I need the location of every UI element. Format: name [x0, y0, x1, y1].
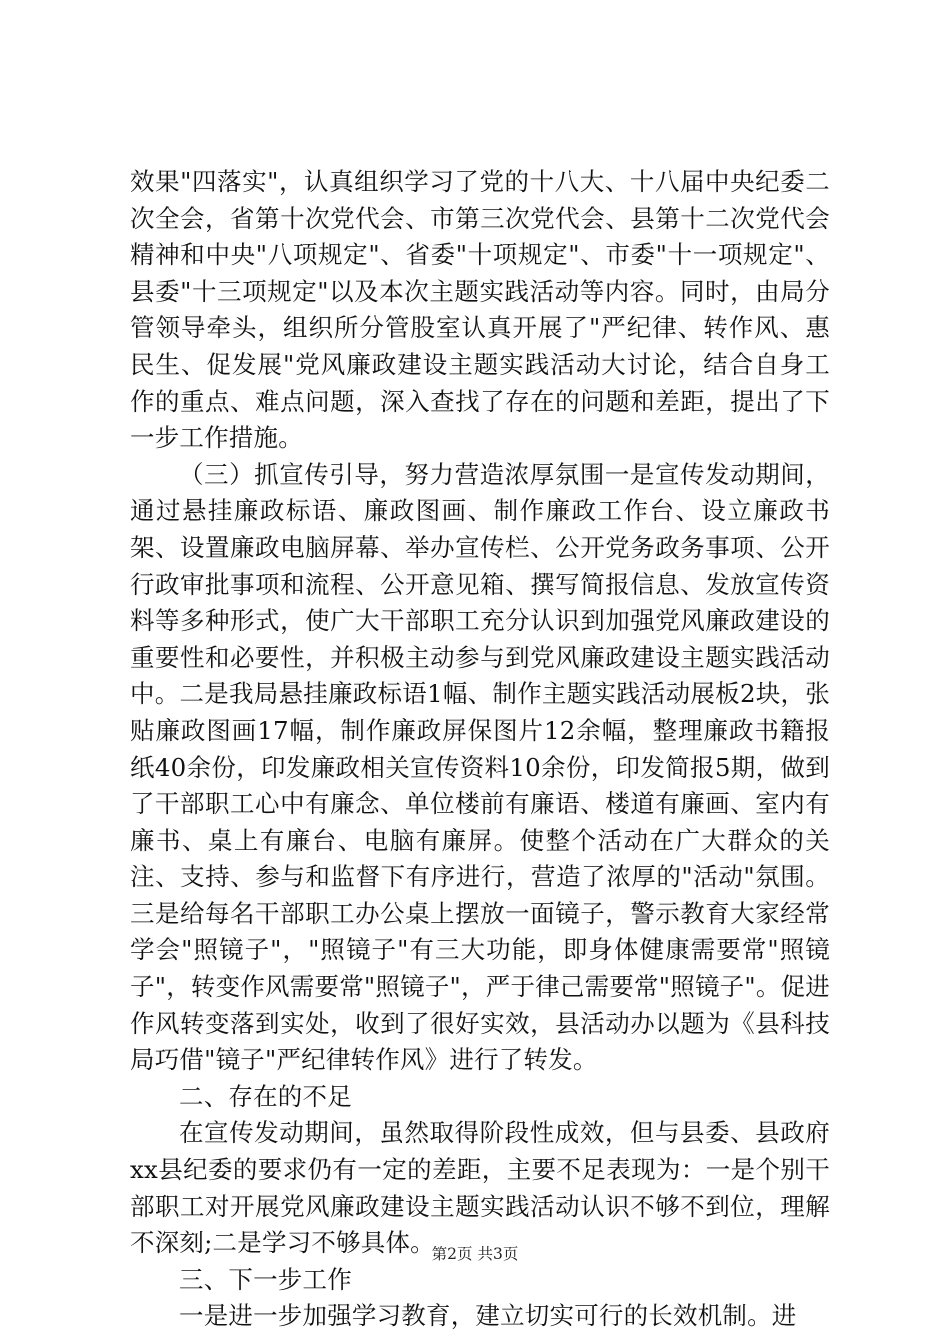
section-heading-next-steps: 三、下一步工作: [179, 1264, 352, 1294]
paragraph-continuation: 效果"四落实"，认真组织学习了党的十八大、十八届中央纪委二次全会，省第十次党代会、市第三次党代会、县第十二次党代会精神和中央"八项规定"、省委"十项规定"、市委"十一项规定"、县委"十三项规定"以及本次主题实践活动等内容。同时，由局分管领导牵头，组织所分管股室认真开展了"严纪律、转作风、惠民生、促发展"党风廉政建设主题实践活动大讨论，结合自身工作的重点、难点问题，深入查找了存在的问题和差距，提出了下一步工作措施。: [130, 167, 830, 453]
paragraph-publicity-guidance: （三）抓宣传引导，努力营造浓厚氛围一是宣传发动期间，通过悬挂廉政标语、廉政图画、制作廉政工作台、设立廉政书架、设置廉政电脑屏幕、举办宣传栏、公开党务政务事项、公开行政审批事项和流程、公开意见箱、撰写简报信息、发放宣传资料等多种形式，使广大干部职工充分认识到加强党风廉政建设的重要性和必要性，并积极主动参与到党风廉政建设主题实践活动中。二是我局悬挂廉政标语1幅、制作主题实践活动展板2块，张贴廉政图画17幅，制作廉政屏保图片12余幅，整理廉政书籍报纸40余份，印发廉政相关宣传资料10余份，印发简报5期，做到了干部职工心中有廉念、单位楼前有廉语、楼道有廉画、室内有廉书、桌上有廉台、电脑有廉屏。使整个活动在广大群众的关注、支持、参与和监督下有序进行，营造了浓厚的"活动"氛围。三是给每名干部职工办公桌上摆放一面镜子，警示教育大家经常学会"照镜子"，"照镜子"有三大功能，即身体健康需要常"照镜子"，转变作风需要常"照镜子"，严于律己需要常"照镜子"。促进作风转变落到实处，收到了很好实效，县活动办以题为《县科技局巧借"镜子"严纪律转作风》进行了转发。: [130, 459, 830, 1075]
paragraph-next-steps: 一是进一步加强学习教育，建立切实可行的长效机制。进: [179, 1301, 797, 1331]
page-number-footer: 第2页 共3页: [431, 1245, 519, 1263]
paragraph-shortcomings: 在宣传发动期间，虽然取得阶段性成效，但与县委、县政府xx县纪委的要求仍有一定的差距，主要不足表现为：一是个别干部职工对开展党风廉政建设主题实践活动认识不够不到位，理解不深刻;二是学习不够具体。: [130, 1118, 830, 1258]
section-heading-shortcomings: 二、存在的不足: [179, 1081, 352, 1111]
document-body: [130, 164, 830, 1335]
